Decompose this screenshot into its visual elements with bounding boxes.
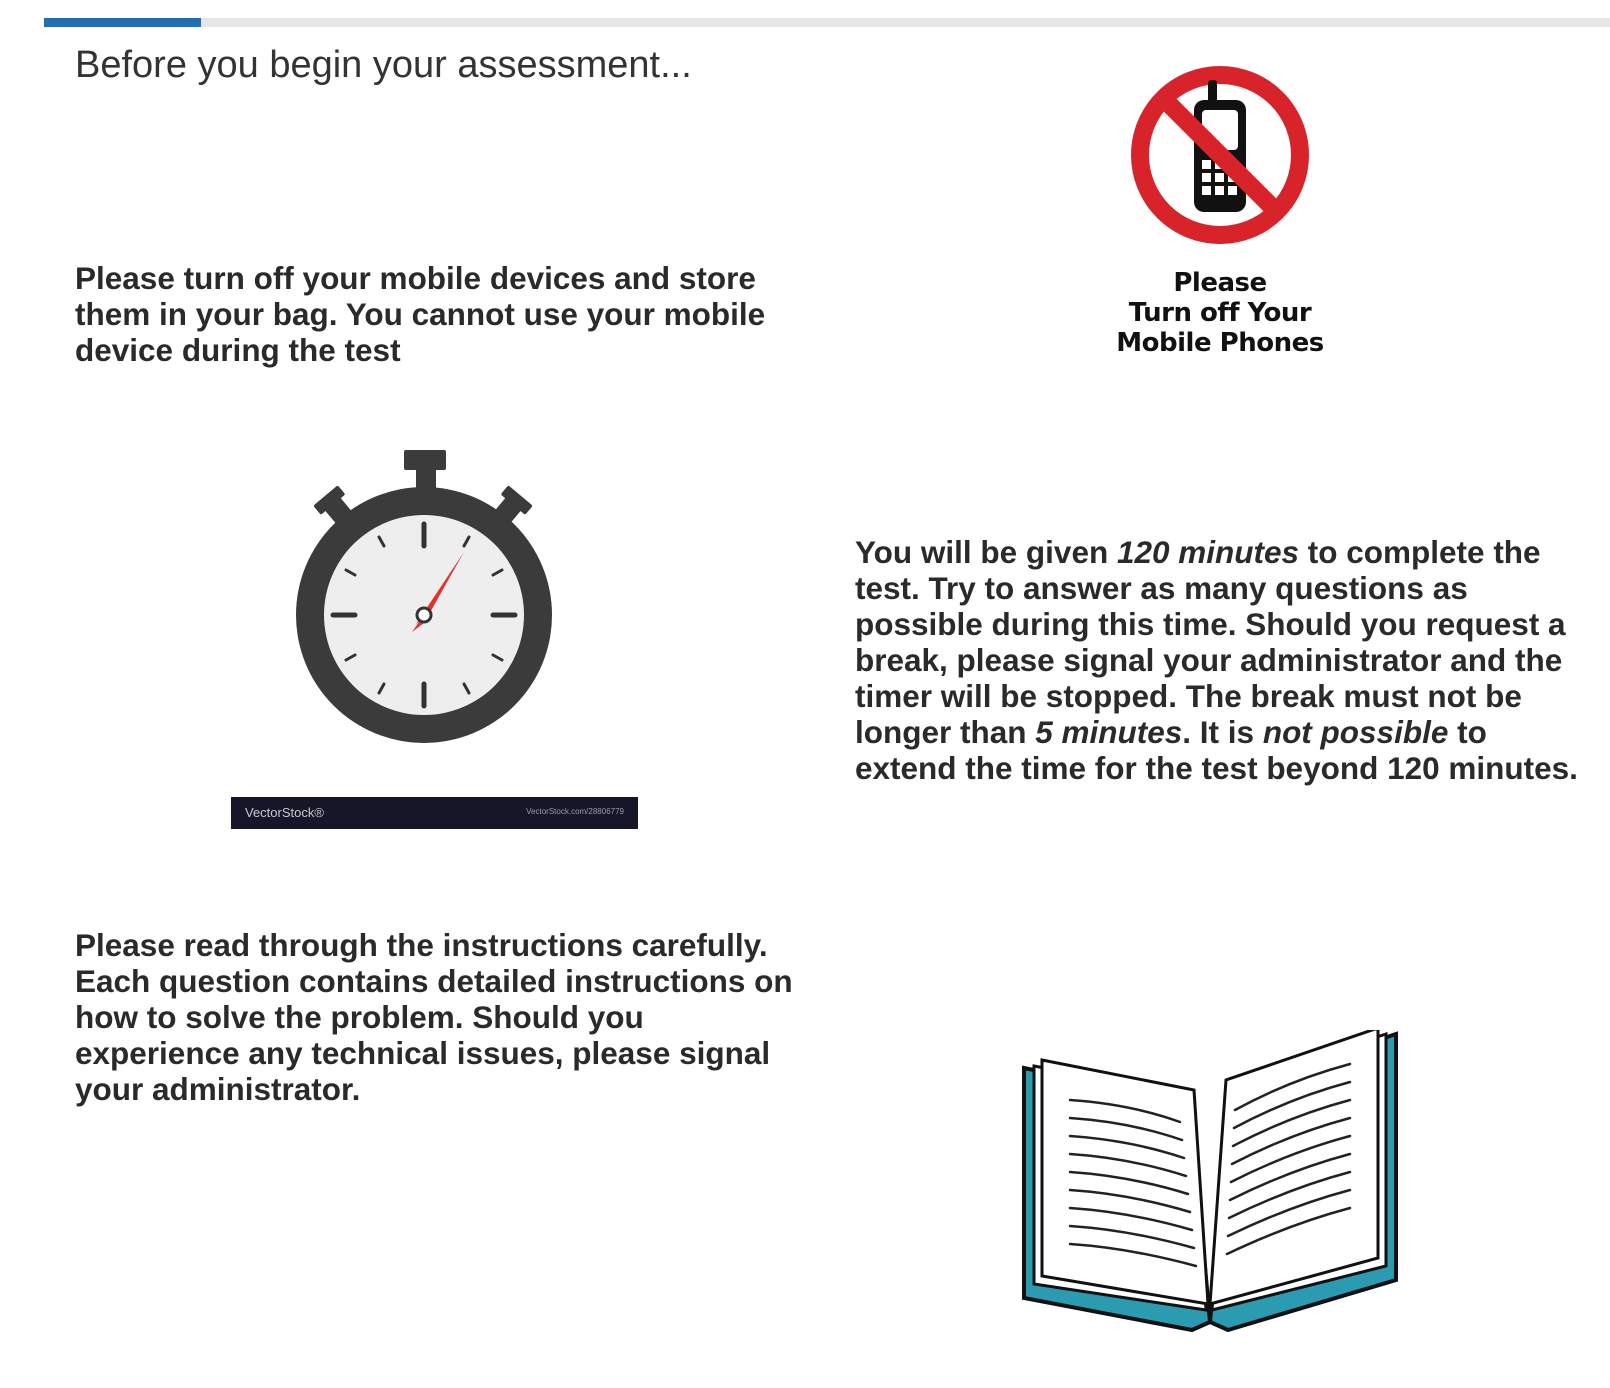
notice-text: You will be given [855, 534, 1117, 570]
watermark-left: VectorStock® [245, 805, 324, 820]
open-book-icon [1020, 1030, 1400, 1340]
emphasis-not-possible: not possible [1262, 714, 1449, 750]
caption-line: Please [1173, 268, 1267, 298]
no-phone-caption [1095, 268, 1345, 358]
notice-text: to complete the test. Try to answer as many questions as possible during this time. Should you request a break, please signal your administrator and the timer will be stopped. The break must not be longer than [855, 534, 1566, 750]
caption-line: Mobile Phones [1116, 328, 1324, 358]
watermark-bar [231, 797, 638, 829]
instructions-notice: Please read through the instructions carefully. Each question contains detailed instructions on how to solve the problem. Should you experience any technical issues, please signal your administrator. [75, 927, 793, 1107]
time-limit-notice [855, 534, 1585, 786]
notice-text: to extend the time for the test beyond 120 minutes. [855, 714, 1578, 786]
mobile-devices-notice: Please turn off your mobile devices and store them in your bag. You cannot use your mobile device during the test [75, 260, 766, 368]
notice-text: . It is [1182, 714, 1263, 750]
progress-bar [44, 18, 1610, 27]
caption-line: Turn off Your [1128, 298, 1312, 328]
page-title: Before you begin your assessment... [75, 44, 692, 86]
emphasis-break-duration: 5 minutes [1035, 714, 1183, 750]
progress-bar-fill [44, 18, 201, 27]
stopwatch-icon [228, 440, 648, 840]
emphasis-duration: 120 minutes [1116, 534, 1300, 570]
watermark-right: VectorStock.com/28806779 [526, 807, 624, 816]
no-phone-icon [1095, 60, 1345, 370]
